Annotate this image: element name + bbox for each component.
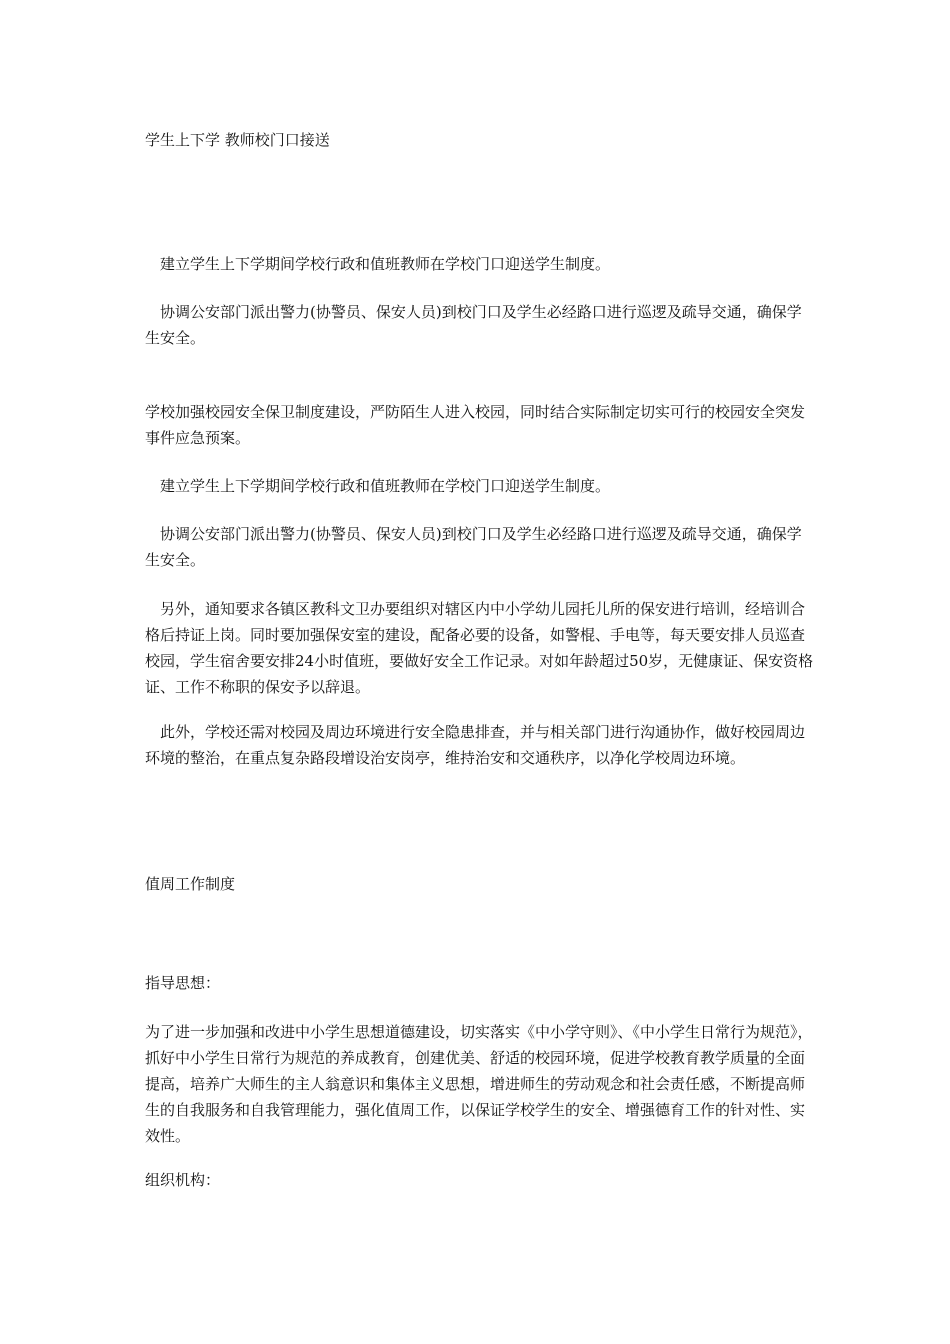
paragraph-teacher-gate-duty-repeat: 建立学生上下学期间学校行政和值班教师在学校门口迎送学生制度。 xyxy=(145,477,611,495)
paragraph-environment-check: 此外，学校还需对校园及周边环境进行安全隐患排查，并与相关部门进行沟通协作，做好校园周边环境的整治，在重点复杂路段增设治安岗亭，维持治安和交通秩序，以净化学校周边环境。 xyxy=(145,723,806,767)
paragraph-guard-training: 另外，通知要求各镇区教科文卫办要组织对辖区内中小学幼儿园托儿所的保安进行培训，经培训合格后持证上岗。同时要加强保安室的建设，配备必要的设备，如警棍、手电等，每天要安排人员巡查校园，学生宿舍要安排24小时值班，要做好安全工作记录。对如年龄超过50岁，无健康证、保安资格证、工作不称职的保安予以辞退。 xyxy=(145,600,814,696)
paragraph-guiding-ideology: 为了进一步加强和改进中小学生思想道德建设，切实落实《中小学守则》、《中小学生日常行为规范》，抓好中小学生日常行为规范的养成教育，创建优美、舒适的校园环境，促进学校教育教学质量的全面提高，培养广大师生的主人翁意识和集体主义思想，增进师生的劳动观念和社会责任感，不断提高师生的自我服务和自我管理能力，强化值周工作，以保证学校学生的安全、增强德育工作的针对性、实效性。 xyxy=(145,1023,813,1145)
paragraph-police-patrol: 协调公安部门派出警力(协警员、保安人员)到校门口及学生必经路口进行巡逻及疏导交通，确保学生安全。 xyxy=(145,303,802,347)
heading-organization: 组织机构： xyxy=(145,1171,221,1189)
heading-weekly-duty: 值周工作制度 xyxy=(145,875,236,893)
heading-guiding-ideology: 指导思想： xyxy=(145,974,221,992)
paragraph-police-patrol-repeat: 协调公安部门派出警力(协警员、保安人员)到校门口及学生必经路口进行巡逻及疏导交通，确保学生安全。 xyxy=(145,525,802,569)
paragraph-security-system: 学校加强校园安全保卫制度建设，严防陌生人进入校园，同时结合实际制定切实可行的校园安全突发事件应急预案。 xyxy=(145,403,806,447)
paragraph-teacher-gate-duty: 建立学生上下学期间学校行政和值班教师在学校门口迎送学生制度。 xyxy=(145,255,611,273)
heading-school-gate: 学生上下学 教师校门口接送 xyxy=(145,131,330,149)
